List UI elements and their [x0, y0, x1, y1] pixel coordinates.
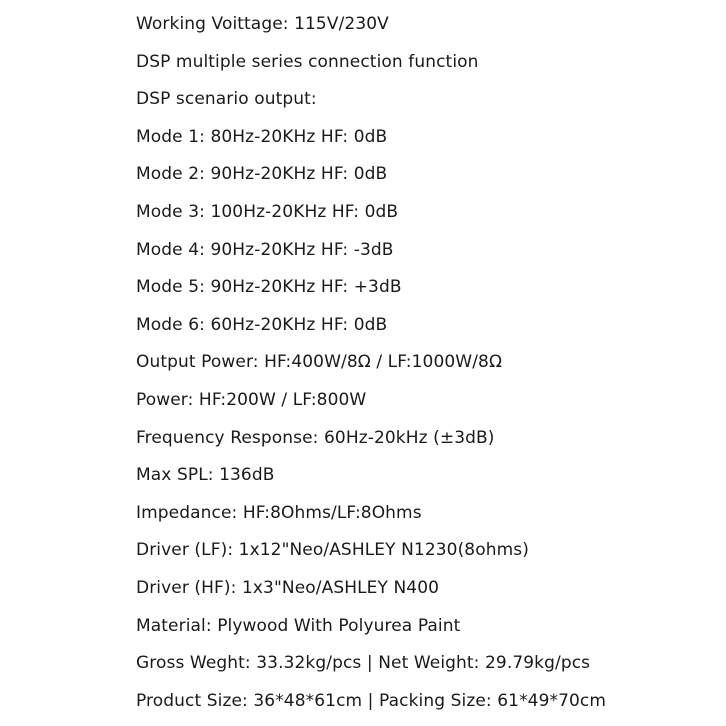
- spec-impedance: Impedance: HF:8Ohms/LF:8Ohms: [136, 502, 422, 523]
- spec-frequency-response: Frequency Response: 60Hz-20kHz (±3dB): [136, 427, 495, 448]
- spec-dsp-series-connection: DSP multiple series connection function: [136, 51, 479, 72]
- spec-list: [136, 6, 606, 720]
- spec-driver-lf: Driver (LF): 1x12"Neo/ASHLEY N1230(8ohms): [136, 540, 529, 561]
- spec-mode-2: Mode 2: 90Hz-20KHz HF: 0dB: [136, 164, 388, 185]
- spec-weight: Gross Weght: 33.32kg/pcs | Net Weight: 29.79kg/pcs: [136, 653, 591, 674]
- spec-mode-3: Mode 3: 100Hz-20KHz HF: 0dB: [136, 201, 399, 222]
- spec-power: Power: HF:200W / LF:800W: [136, 389, 367, 410]
- spec-dsp-scenario-output: DSP scenario output:: [136, 89, 317, 110]
- spec-working-voltage: Working Voittage: 115V/230V: [136, 14, 389, 34]
- spec-material: Material: Plywood With Polyurea Paint: [136, 615, 461, 636]
- spec-max-spl: Max SPL: 136dB: [136, 465, 275, 486]
- spec-mode-6: Mode 6: 60Hz-20KHz HF: 0dB: [136, 314, 388, 335]
- spec-mode-4: Mode 4: 90Hz-20KHz HF: -3dB: [136, 239, 394, 260]
- spec-mode-1: Mode 1: 80Hz-20KHz HF: 0dB: [136, 126, 388, 147]
- spec-driver-hf: Driver (HF): 1x3"Neo/ASHLEY N400: [136, 577, 440, 598]
- spec-mode-5: Mode 5: 90Hz-20KHz HF: +3dB: [136, 277, 402, 298]
- spec-output-power: Output Power: HF:400W/8Ω / LF:1000W/8Ω: [136, 352, 503, 373]
- spec-size: Product Size: 36*48*61cm | Packing Size: 61*49*70cm: [136, 690, 607, 711]
